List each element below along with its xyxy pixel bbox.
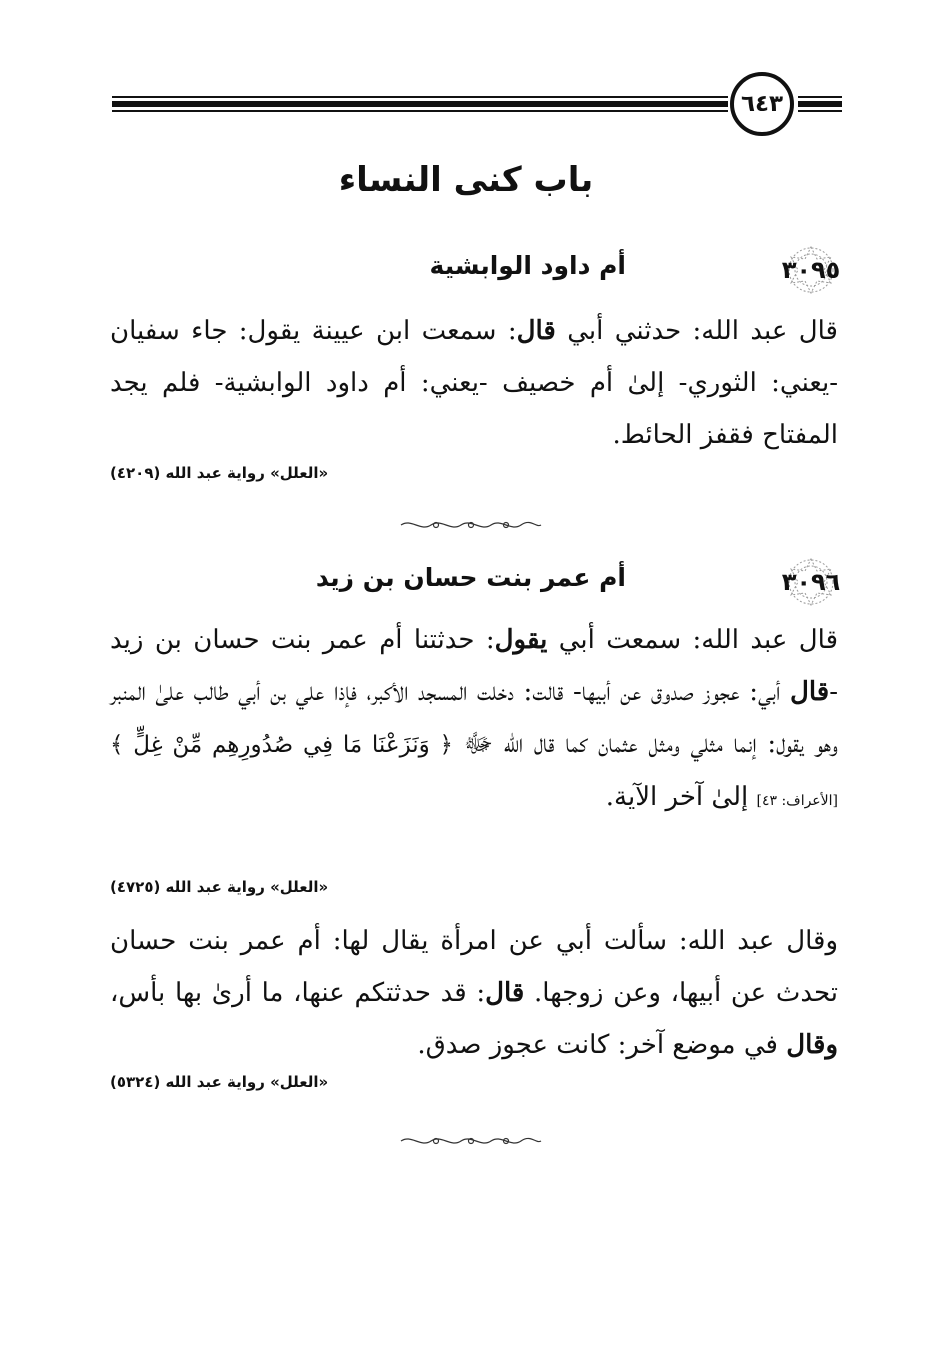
narration-text: : قد حدثتكم عنها، ما أرىٰ بها بأس، (110, 978, 486, 1008)
narration-text: : سمعت ابن عيينة يقول: جاء سفيان -يعني: الثوري- إلىٰ أم خصيف -يعني: أم داود الوابشية- فلم يجد المفتاح فقفز الحائط. (110, 316, 838, 450)
header-rule (798, 101, 842, 107)
narration-text: أبي: عجوز صدوق عن أبيها- قالت: دخلت المسجد الأكبر، فإذا علي بن أبي طالب علىٰ المنبر وهو يقول: إنما مثلي ومثل عثمان كما قال الله ﷻ (110, 677, 838, 759)
entry-number (778, 557, 844, 607)
entry-number-text: ٣٠٩٦ (781, 568, 841, 596)
chapter-title: باب كنى النساء (338, 160, 594, 200)
page-number: ٦٤٣ (730, 72, 794, 136)
page-header (112, 70, 842, 140)
section-divider-ornament (396, 1134, 546, 1148)
narration-text: قال عبد الله: حدثني أبي (555, 316, 838, 346)
narration-paragraph (110, 915, 838, 1071)
section-divider-ornament (396, 518, 546, 532)
narration-keyword: قال (789, 677, 830, 707)
source-reference: «العلل» رواية عبد الله (٤٧٢٥) (110, 878, 329, 896)
entry-title: أم داود الوابشية (429, 251, 626, 280)
entry-title: أم عمر بنت حسان بن زيد (315, 563, 626, 592)
header-rule (112, 101, 728, 107)
header-rule (112, 110, 728, 112)
header-rule (798, 110, 842, 112)
narration-keyword: وقال (786, 1030, 838, 1060)
header-rule (112, 96, 728, 98)
narration-keyword: قال (516, 316, 556, 346)
narration-text: : حدثتنا أم عمر بنت حسان بن زيد - (110, 625, 838, 707)
source-reference: «العلل» رواية عبد الله (٤٢٠٩) (110, 464, 329, 482)
narration-paragraph (110, 614, 838, 827)
narration-keyword: قال (485, 978, 525, 1008)
narration-paragraph (110, 305, 838, 461)
source-reference: «العلل» رواية عبد الله (٥٣٢٤) (110, 1073, 329, 1091)
header-rule (798, 96, 842, 98)
entry-heading (110, 557, 844, 607)
sura-reference: [الأعراف: ٤٣] (756, 793, 838, 809)
narration-text: إلىٰ آخر الآية. (605, 782, 757, 812)
narration-text: في موضع آخر: كانت عجوز صدق. (417, 1030, 787, 1060)
quran-verse: ﴿ وَنَزَعْنَا مَا فِي صُدُورِهِم مِّنْ غِلٍّ ﴾ (110, 732, 453, 758)
entry-heading (110, 245, 844, 295)
entry-number (778, 245, 844, 295)
narration-text: وقال عبد الله: سألت أبي عن امرأة يقال لها: أم عمر بنت حسان تحدث عن أبيها، وعن زوجها. (110, 926, 839, 1008)
entry-number-text: ٣٠٩٥ (781, 256, 841, 284)
narration-keyword: يقول (494, 625, 548, 655)
narration-text: قال عبد الله: سمعت أبي (547, 625, 838, 655)
